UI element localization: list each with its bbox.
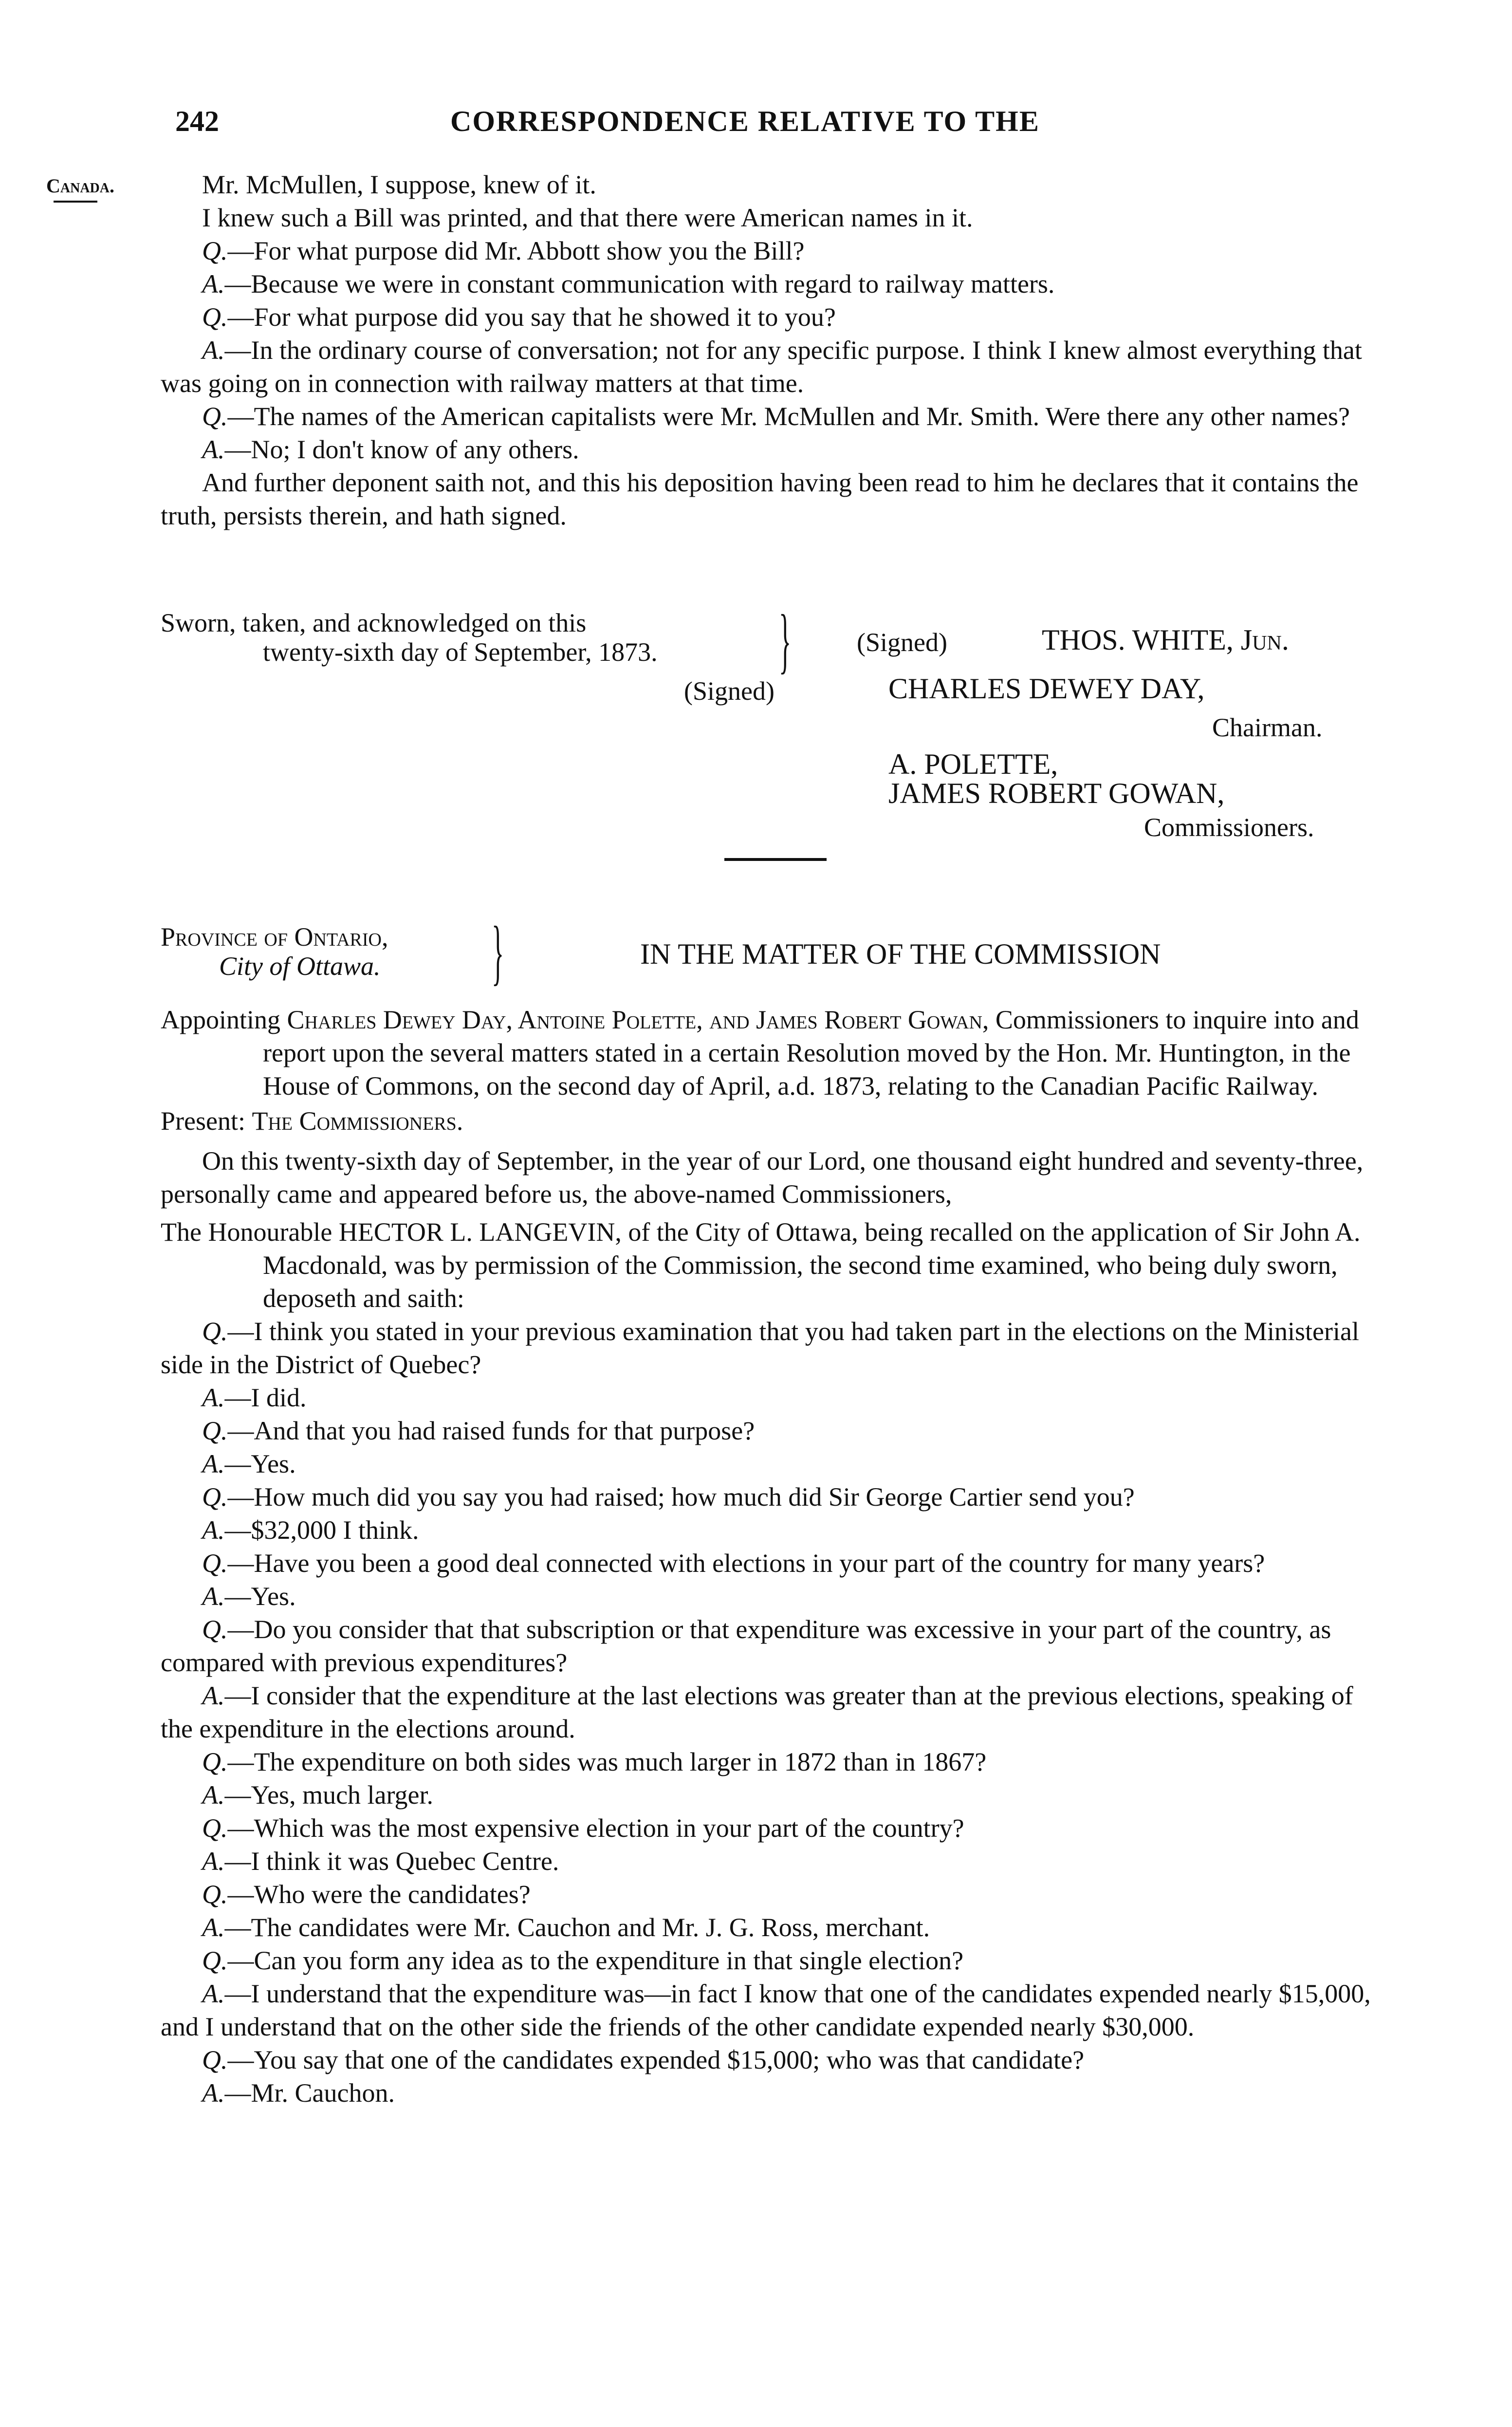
margin-note: Canada. bbox=[46, 175, 114, 197]
appointing-names: Charles Dewey Day, Antoine Polette, and James Robert Gowan, bbox=[287, 1005, 989, 1034]
qa-answer bbox=[161, 2076, 1378, 2110]
qa-prefix: Q. bbox=[202, 1317, 228, 1346]
qa-prefix: Q. bbox=[202, 1946, 228, 1975]
qa-answer bbox=[161, 433, 1378, 466]
qa-prefix: A. bbox=[202, 336, 225, 365]
qa-text: —And that you had raised funds for that purpose? bbox=[227, 1416, 755, 1445]
qa-answer bbox=[161, 1580, 1378, 1613]
qa-text: —Do you consider that that subscription or that expenditure was excessive in your part of the country, as compared with previous expenditures? bbox=[161, 1615, 1331, 1677]
qa-answer bbox=[161, 1911, 1378, 1944]
qa-question bbox=[161, 300, 1378, 334]
qa-prefix: Q. bbox=[202, 1549, 228, 1578]
chairman-title: Chairman. bbox=[1212, 713, 1323, 742]
qa-answer bbox=[161, 1513, 1378, 1547]
qa-prefix: A. bbox=[202, 1913, 225, 1942]
qa-text: —I think you stated in your previous examination that you had taken part in the elections on the Ministerial side in the District of Quebec? bbox=[161, 1317, 1359, 1379]
section-divider bbox=[724, 858, 827, 861]
witness-paragraph: The Honourable HECTOR L. LANGEVIN, of the City of Ottawa, being recalled on the application of Sir John A. Macdonald, was by permission of the Commission, the second time examined, who being duly sworn, deposeth and saith: bbox=[161, 1217, 1361, 1313]
page-number: 242 bbox=[175, 105, 219, 137]
qa-text: —$32,000 I think. bbox=[224, 1515, 419, 1545]
qa-text: —I did. bbox=[224, 1383, 307, 1412]
commissioner-signature: A. POLETTE, bbox=[888, 748, 1058, 780]
qa-text: —Can you form any idea as to the expenditure in that single election? bbox=[227, 1946, 964, 1975]
brace-icon: } bbox=[779, 600, 792, 681]
qa-prefix: A. bbox=[202, 1449, 225, 1478]
qa-text: —No; I don't know of any others. bbox=[224, 435, 579, 464]
chairman-signature: CHARLES DEWEY DAY, bbox=[888, 672, 1205, 705]
province-label: Province of Ontario, bbox=[161, 922, 388, 952]
present-line bbox=[161, 1104, 1378, 1138]
qa-prefix: Q. bbox=[202, 1747, 228, 1776]
running-title: CORRESPONDENCE RELATIVE TO THE bbox=[450, 105, 1040, 137]
qa-answer bbox=[161, 1447, 1378, 1480]
qa-text: —I understand that the expenditure was—in fact I know that one of the candidates expended nearly $15,000, and I understand that on the other side the friends of the other candidate expended nearly $30,000. bbox=[161, 1979, 1371, 2041]
qa-question bbox=[161, 234, 1378, 267]
commissioners-title: Commissioners. bbox=[1144, 813, 1314, 842]
qa-text: —The candidates were Mr. Cauchon and Mr. J. G. Ross, merchant. bbox=[224, 1913, 930, 1942]
qa-prefix: Q. bbox=[202, 1482, 228, 1512]
qa-prefix: Q. bbox=[202, 236, 228, 265]
appointing-rest: Commissioners to inquire into and report upon the several matters stated in a certain Resolution moved by the Hon. Mr. Huntington, in the House of Commons, on the second day of April, a.d. 1873, relating to the Canadian Pacific Railway. bbox=[263, 1005, 1359, 1101]
qa-text: —For what purpose did Mr. Abbott show you the Bill? bbox=[227, 236, 805, 265]
qa-answer bbox=[161, 1381, 1378, 1414]
deposition-one bbox=[161, 168, 1378, 532]
commissioner-signature: JAMES ROBERT GOWAN, bbox=[888, 777, 1225, 809]
sworn-line-2: twenty-sixth day of September, 1873. bbox=[263, 637, 658, 667]
appointing-paragraph bbox=[161, 1003, 1378, 1102]
qa-question bbox=[161, 1315, 1378, 1381]
qa-question bbox=[161, 2043, 1378, 2076]
qa-text: —How much did you say you had raised; how much did Sir George Cartier send you? bbox=[227, 1482, 1135, 1512]
qa-prefix: Q. bbox=[202, 1615, 228, 1644]
qa-text: —I consider that the expenditure at the last elections was greater than at the previous elections, speaking of the expenditure in the elections around. bbox=[161, 1681, 1353, 1743]
qa-question bbox=[161, 1944, 1378, 1977]
qa-answer bbox=[161, 334, 1378, 400]
intro-paragraph: On this twenty-sixth day of September, in the year of our Lord, one thousand eight hundred and seventy-three, personally came and appeared before us, the above-named Commissioners, bbox=[161, 1146, 1364, 1209]
qa-question bbox=[161, 1613, 1378, 1679]
qa-text: —The names of the American capitalists were Mr. McMullen and Mr. Smith. Were there any other names? bbox=[227, 402, 1350, 431]
qa-prefix: Q. bbox=[202, 1813, 228, 1843]
qa-question bbox=[161, 1547, 1378, 1580]
closing-statement: And further deponent saith not, and this his deposition having been read to him he declares that it contains the truth, persists therein, and hath signed. bbox=[161, 468, 1359, 530]
margin-rule bbox=[54, 201, 97, 203]
qa-prefix: Q. bbox=[202, 2045, 228, 2074]
witness-signature: THOS. WHITE, Jun. bbox=[1042, 624, 1289, 656]
qa-text: —In the ordinary course of conversation; not for any specific purpose. I think I knew almost everything that was going on in connection with railway matters at that time. bbox=[161, 336, 1362, 398]
qa-text: —Who were the candidates? bbox=[227, 1880, 531, 1909]
qa-answer bbox=[161, 1679, 1378, 1745]
qa-answer bbox=[161, 1845, 1378, 1878]
qa-text: —Because we were in constant communication with regard to railway matters. bbox=[224, 269, 1055, 299]
qa-answer bbox=[161, 1778, 1378, 1811]
qa-text: —Yes, much larger. bbox=[224, 1780, 433, 1810]
section-heading: IN THE MATTER OF THE COMMISSION bbox=[640, 938, 1161, 970]
appointing-lead: Appointing bbox=[161, 1005, 287, 1034]
qa-text: —Mr. Cauchon. bbox=[224, 2078, 395, 2108]
qa-prefix: A. bbox=[202, 435, 225, 464]
qa-text: —Which was the most expensive election in your part of the country? bbox=[227, 1813, 964, 1843]
qa-prefix: A. bbox=[202, 1979, 225, 2008]
qa-prefix: Q. bbox=[202, 1416, 228, 1445]
qa-prefix: A. bbox=[202, 1681, 225, 1710]
qa-text: —For what purpose did you say that he showed it to you? bbox=[227, 302, 836, 332]
qa-prefix: Q. bbox=[202, 402, 228, 431]
qa-prefix: A. bbox=[202, 269, 225, 299]
brace-icon: } bbox=[492, 912, 504, 992]
qa-prefix: A. bbox=[202, 1383, 225, 1412]
text-line: I knew such a Bill was printed, and that there were American names in it. bbox=[202, 203, 973, 232]
qa-text: —You say that one of the candidates expended $15,000; who was that candidate? bbox=[227, 2045, 1085, 2074]
qa-text: —Have you been a good deal connected with elections in your part of the country for many years? bbox=[227, 1549, 1265, 1578]
signed-label: (Signed) bbox=[857, 628, 947, 657]
present-value: The Commissioners. bbox=[252, 1106, 463, 1136]
qa-question bbox=[161, 1878, 1378, 1911]
sworn-line-1: Sworn, taken, and acknowledged on this bbox=[161, 608, 587, 637]
qa-question bbox=[161, 1745, 1378, 1778]
city-label: City of Ottawa. bbox=[219, 952, 381, 981]
qa-question bbox=[161, 400, 1378, 433]
qa-prefix: A. bbox=[202, 2078, 225, 2108]
qa-question bbox=[161, 1811, 1378, 1845]
qa-text: —The expenditure on both sides was much larger in 1872 than in 1867? bbox=[227, 1747, 987, 1776]
section-two-body bbox=[161, 1003, 1378, 2110]
qa-prefix: Q. bbox=[202, 302, 228, 332]
qa-answer bbox=[161, 1977, 1378, 2043]
qa-question bbox=[161, 1480, 1378, 1513]
text-line: Mr. McMullen, I suppose, knew of it. bbox=[202, 170, 596, 199]
qa-text: —Yes. bbox=[224, 1582, 296, 1611]
qa-prefix: A. bbox=[202, 1515, 225, 1545]
qa-prefix: Q. bbox=[202, 1880, 228, 1909]
qa-prefix: A. bbox=[202, 1780, 225, 1810]
signed-label-2: (Signed) bbox=[684, 676, 774, 706]
qa-prefix: A. bbox=[202, 1582, 225, 1611]
qa-prefix: A. bbox=[202, 1847, 225, 1876]
qa-answer bbox=[161, 267, 1378, 300]
qa-question bbox=[161, 1414, 1378, 1447]
present-label: Present: bbox=[161, 1106, 245, 1136]
qa-text: —Yes. bbox=[224, 1449, 296, 1478]
qa-text: —I think it was Quebec Centre. bbox=[224, 1847, 559, 1876]
